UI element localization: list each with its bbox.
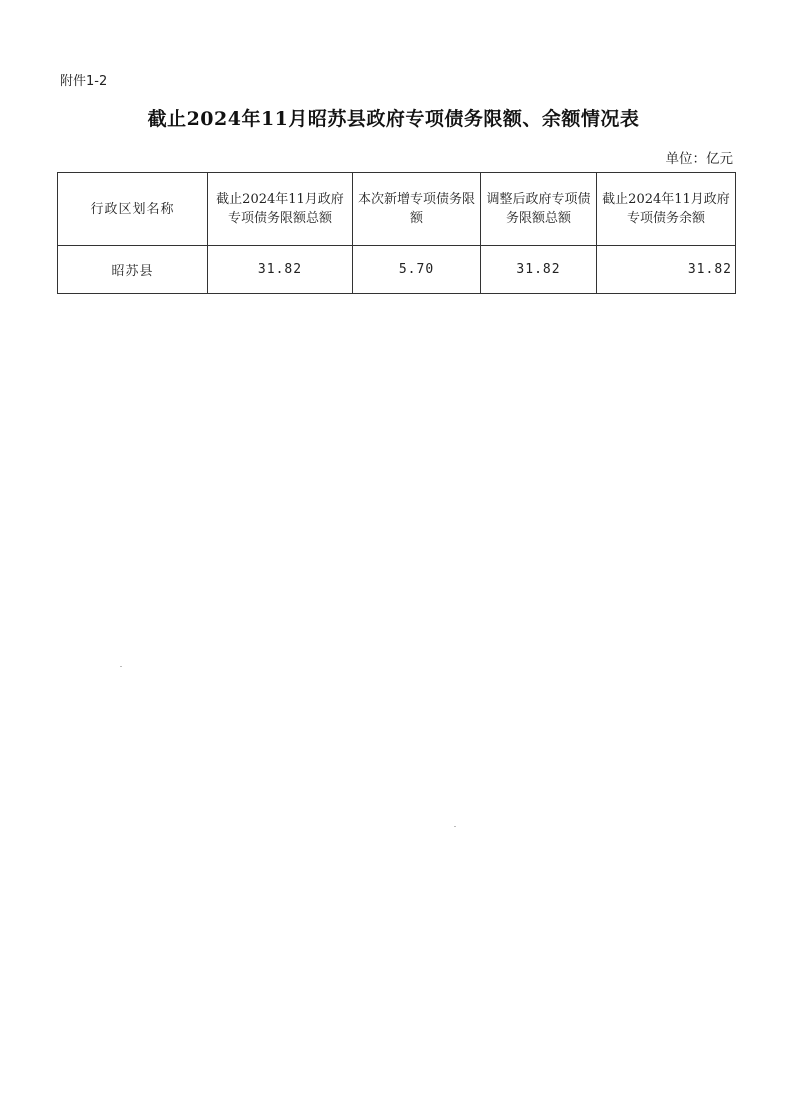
header-balance: 截止2024年11月政府专项债务余额	[597, 173, 736, 246]
debt-table	[57, 172, 736, 294]
page-title: 截止2024年11月昭苏县政府专项债务限额、余额情况表	[147, 108, 640, 130]
scan-speck	[454, 826, 456, 827]
cell-balance: 31.82	[597, 246, 736, 294]
cell-new-limit: 5.70	[353, 246, 481, 294]
attachment-label: 附件1-2	[60, 74, 108, 89]
scan-speck	[120, 666, 122, 667]
header-adjusted-limit: 调整后政府专项债务限额总额	[481, 173, 597, 246]
cell-limit-total: 31.82	[208, 246, 353, 294]
table-row	[58, 246, 736, 294]
unit-label: 单位：亿元	[665, 151, 733, 167]
cell-adjusted-limit: 31.82	[481, 246, 597, 294]
header-new-limit: 本次新增专项债务限额	[353, 173, 481, 246]
header-limit-total: 截止2024年11月政府专项债务限额总额	[208, 173, 353, 246]
cell-region-name: 昭苏县	[58, 246, 208, 294]
header-region-name: 行政区划名称	[58, 173, 208, 246]
table-header-row	[58, 173, 736, 246]
